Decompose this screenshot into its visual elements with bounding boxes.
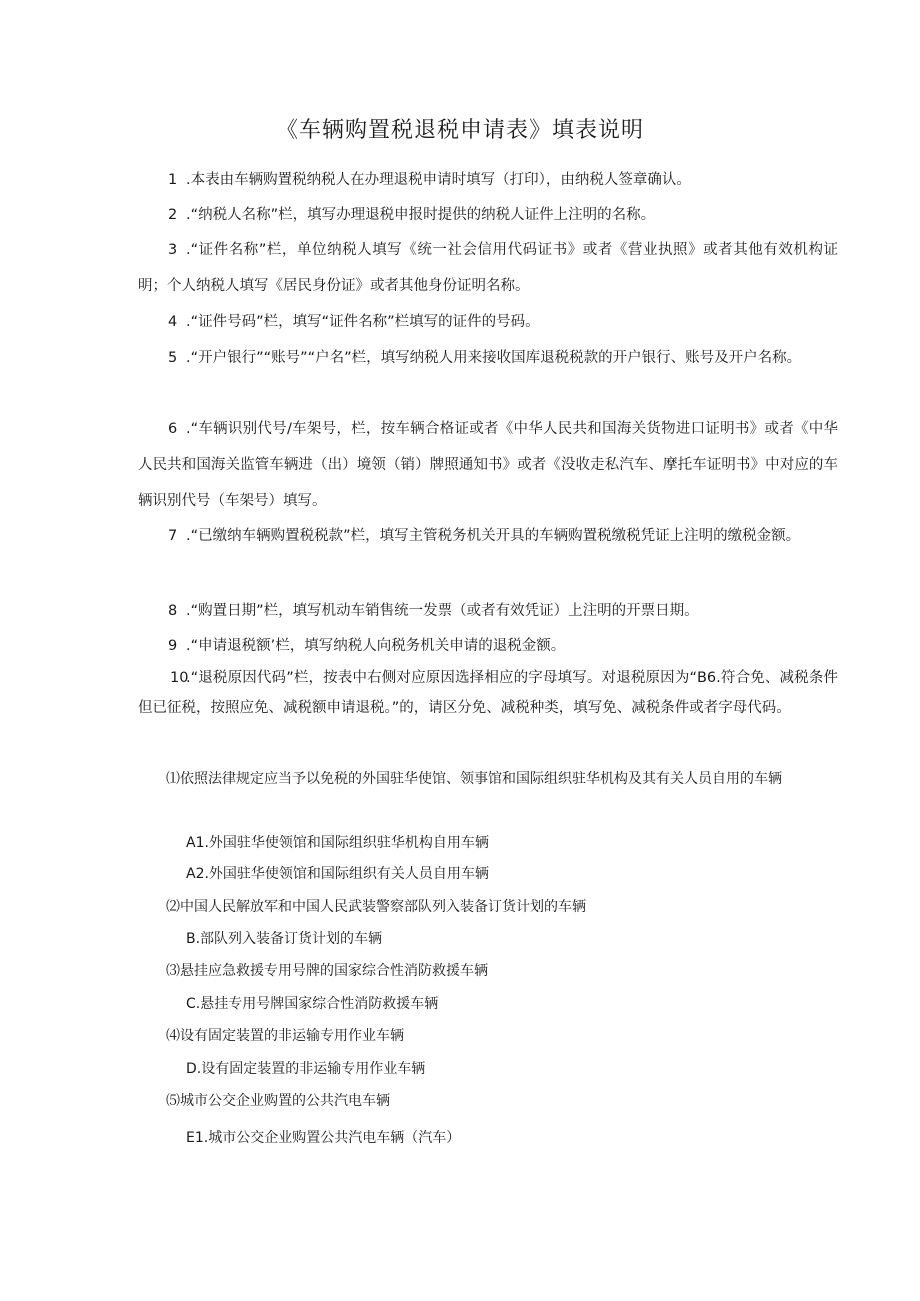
item-number: 2 (168, 207, 178, 223)
instruction-item-8 (138, 593, 838, 629)
instruction-item-6 (138, 411, 838, 519)
document-title: 《车辆购置税退税申请表》填表说明 (275, 118, 644, 143)
item-text: .“开户银行”“账号”“户名”栏，填写纳税人用来接收国库退税税款的开户银行、账号及开户名称。 (186, 350, 802, 366)
exemption-code-b: B.部队列入装备订货计划的车辆 (186, 931, 383, 947)
item-number: 4 (168, 314, 178, 330)
exemption-code-a2: A2.外国驻华使领馆和国际组织有关人员自用车辆 (186, 866, 489, 882)
instruction-item-5 (138, 340, 838, 376)
instruction-item-10 (138, 663, 838, 723)
instruction-item-7 (138, 518, 838, 554)
item-text: .“退税原因代码”栏，按表中右侧对应原因选择相应的字母填写。对退税原因为“B6.符合免、减税条件但已征税，按照应免、减税额申请退税。”的，请区分免、减税种类，填写免、减税条件或者字母代码。 (138, 670, 838, 716)
item-number: 9 (168, 638, 178, 654)
item-text: .“车辆识别代号/车架号，栏，按车辆合格证或者《中华人民共和国海关货物进口证明书》或者《中华人民共和国海关监管车辆进（出）境领（销）牌照通知书》或者《没收走私汽车、摩托车证明书》中对应的车辆识别代号（车架号）填写。 (138, 421, 838, 509)
item-text: .“已缴纳车辆购置税税款”栏，填写主管税务机关开具的车辆购置税缴税凭证上注明的缴税金额。 (186, 528, 801, 544)
instruction-item-3 (138, 232, 838, 304)
item-text: .“证件名称”栏，单位纳税人填写《统一社会信用代码证书》或者《营业执照》或者其他有效机构证明；个人纳税人填写《居民身份证》或者其他身份证明名称。 (138, 242, 838, 294)
item-number: 1 (168, 172, 178, 188)
item-text: .本表由车辆购置税纳税人在办理退税申请时填写（打印），由纳税人签章确认。 (186, 172, 691, 188)
item-number: 8 (168, 603, 178, 619)
exemption-code-c: C.悬挂专用号牌国家综合性消防救援车辆 (186, 996, 439, 1012)
exemption-code-a1: A1.外国驻华使领馆和国际组织驻华机构自用车辆 (186, 835, 489, 851)
item-number: 6 (168, 421, 178, 437)
exemption-category-3: ⑶悬挂应急救援专用号牌的国家综合性消防救援车辆 (166, 963, 488, 979)
item-text: .“申请退税额’栏，填写纳税人向税务机关申请的退税金额。 (186, 638, 566, 654)
item-number: 3 (168, 242, 178, 258)
exemption-category-1: ⑴依照法律规定应当予以免税的外国驻华使馆、领事馆和国际组织驻华机构及其有关人员自用的车辆 (166, 771, 782, 787)
instruction-item-1 (138, 162, 838, 198)
item-text: .“纳税人名称”栏，填写办理退税申报时提供的纳税人证件上注明的名称。 (186, 207, 656, 223)
exemption-category-5: ⑸城市公交企业购置的公共汽电车辆 (166, 1093, 390, 1109)
exemption-code-d: D.设有固定装置的非运输专用作业车辆 (186, 1061, 426, 1077)
item-number: 7 (168, 528, 178, 544)
exemption-code-e1: E1.城市公交企业购置公共汽电车辆（汽车） (186, 1130, 461, 1146)
instruction-item-9 (138, 628, 838, 664)
item-text: .“证件号码”栏，填写“证件名称”栏填写的证件的号码。 (186, 314, 540, 330)
item-text: .“购置日期”栏，填写机动车销售统一发票（或者有效凭证）上注明的开票日期。 (186, 603, 699, 619)
instruction-item-4 (138, 304, 838, 340)
exemption-category-4: ⑷设有固定装置的非运输专用作业车辆 (166, 1028, 404, 1044)
item-number: 10 (170, 670, 189, 686)
exemption-category-2: ⑵中国人民解放军和中国人民武装警察部队列入装备订货计划的车辆 (166, 899, 586, 915)
item-number: 5 (168, 350, 178, 366)
instruction-item-2 (138, 197, 838, 233)
